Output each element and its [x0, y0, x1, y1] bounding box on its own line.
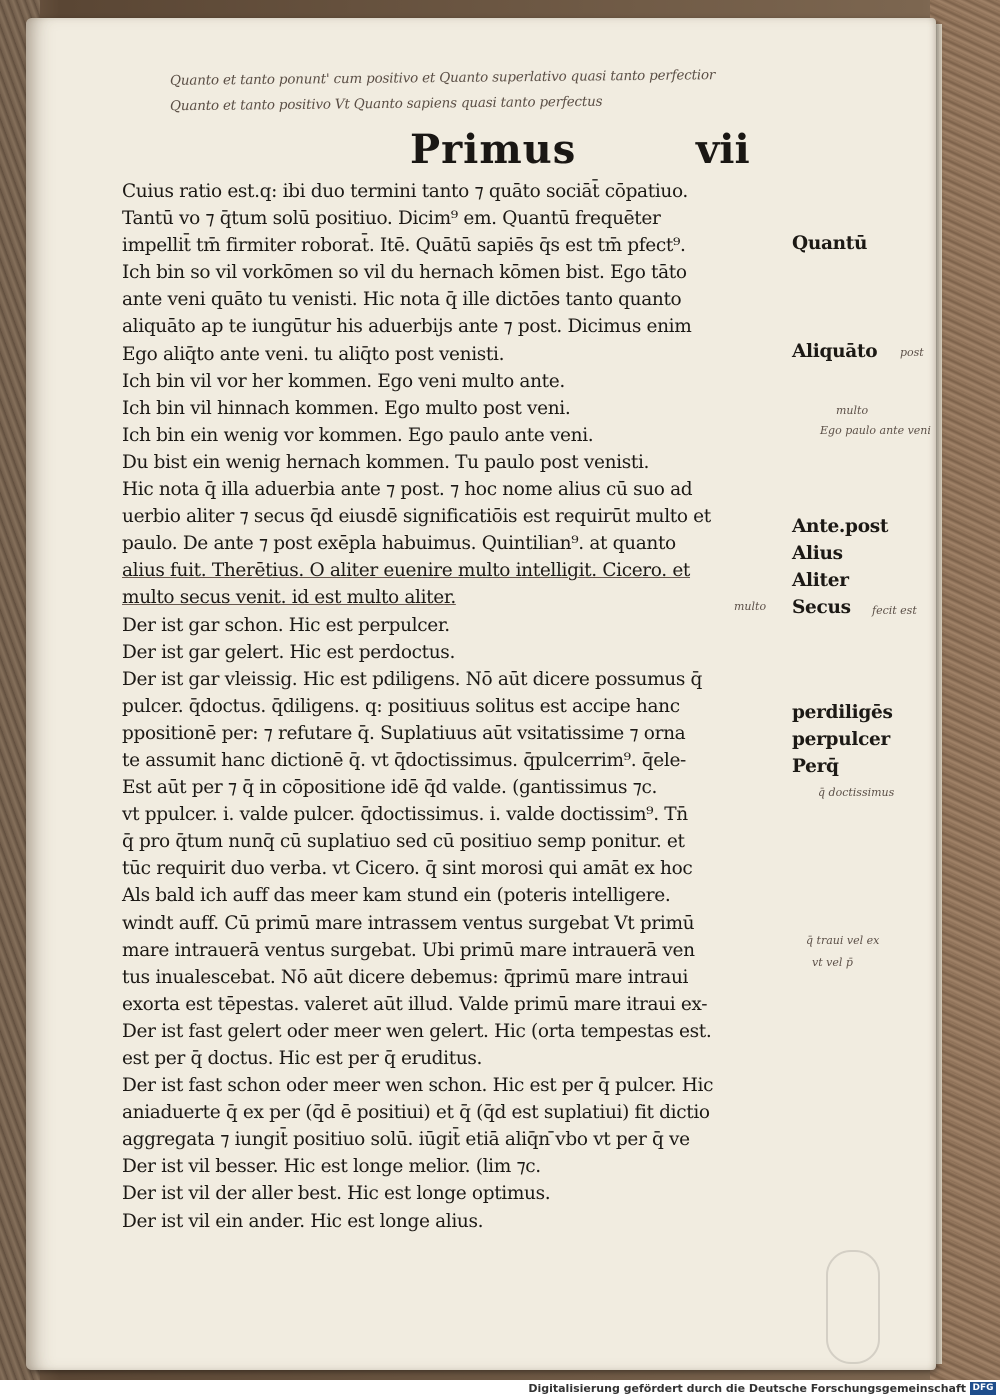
text-line: Der ist fast gelert oder meer wen gelert. Hic (orta tempestas est. [122, 1020, 712, 1042]
text-line: ante veni quāto tu venisti. Hic nota q̄ ille dictōes tanto quanto [122, 289, 682, 311]
text-line: mare intrauerā ventus surgebat. Ubi primū mare intrauerā ven [122, 939, 695, 961]
text-line: Cuius ratio est.q: ibi duo termini tanto ⁊ quāto sociāt̄ cōpatiuo. [122, 181, 688, 202]
text-line: aliquāto ap te iungūtur his aduerbijs ante ⁊ post. Dicimus enim [122, 316, 692, 338]
text-line: est per q̄ doctus. Hic est per q̄ eruditus. [122, 1048, 483, 1069]
margin-note: Ante.post [792, 516, 889, 537]
text-line: vt ppulcer. i. valde pulcer. q̄doctissimus. i. valde doctissim⁹. Tn̄ [122, 804, 688, 826]
margin-note: Alius [792, 543, 843, 564]
page-clip [826, 1250, 880, 1364]
text-line: te assumit hanc dictionē q̄. vt q̄doctissimus. q̄pulcerrim⁹. q̄ele- [122, 749, 686, 771]
text-line: aggregata ⁊ iungit̄ positiuo solū. iūgit̄ etiā aliq̄n ̄vbo vt per q̄ ve [122, 1129, 690, 1151]
margin-note: Aliter [792, 570, 849, 591]
text-line: alius fuit. Therētius. O aliter euenire multo intelligit. Cicero. et [122, 560, 691, 582]
handwritten-margin-note: q̄ doctissimus [818, 786, 895, 799]
text-line: Der ist gar vleissig. Hic est pdiligens. Nō aūt dicere possumus q̄ [122, 668, 703, 690]
text-line: Der ist gar schon. Hic est perpulcer. [122, 614, 450, 636]
text-line: Ich bin vil hinnach kommen. Ego multo post veni. [122, 397, 571, 419]
text-line: Der ist gar gelert. Hic est perdoctus. [122, 641, 455, 663]
text-line: uerbio aliter ⁊ secus q̄d eiusdē significatiōis est requirūt multo et [122, 506, 711, 528]
text-line: Der ist vil besser. Hic est longe melior. (lim ⁊c. [122, 1156, 541, 1178]
text-line: tūc requirit duo verba. vt Cicero. q̄ sint morosi qui amāt ex hoc [122, 858, 693, 880]
margin-note: Secus [792, 597, 851, 618]
text-line: Tantū vo ⁊ q̄tum solū positiuo. Dicim⁹ em. Quantū frequēter [122, 208, 661, 230]
handwritten-margin-note: fecit est [872, 604, 917, 617]
handwritten-margin-note: vt vel p̄ [812, 956, 853, 969]
footer-bar [0, 1380, 1000, 1398]
footer-credit: Digitalisierung gefördert durch die Deutsche Forschungsgemeinschaft [528, 1382, 966, 1395]
text-line: ppositionē per: ⁊ refutare q̄. Suplatiuus aūt vsitatissime ⁊ orna [122, 722, 686, 744]
handwritten-margin-note: multo [734, 600, 767, 613]
folio-number: vii [696, 126, 750, 173]
text-line: Hic nota q̄ illa aduerbia ante ⁊ post. ⁊ hoc nome alius cū suo ad [122, 479, 693, 501]
text-line: impellit̄ tm̄ firmiter roborat̄. Itē. Quātū sapiēs q̄s est tm̄ pfect⁹. [122, 235, 686, 257]
handwritten-margin-note: Ego paulo ante veni [820, 424, 931, 437]
text-line: Ego aliq̄to ante veni. tu aliq̄to post venisti. [122, 343, 505, 365]
text-line: q̄ pro q̄tum nunq̄ cū suplatiuo sed cū positiuo semp ponitur. et [122, 831, 685, 853]
text-line: Ich bin ein wenig vor kommen. Ego paulo ante veni. [122, 424, 594, 446]
main-text-block [122, 178, 802, 1235]
text-line: pulcer. q̄doctus. q̄diligens. q: positiuus solitus est accipe hanc [122, 695, 680, 717]
text-line: Ich bin vil vor her kommen. Ego veni multo ante. [122, 370, 565, 392]
text-line: aniaduerte q̄ ex per (q̄d ē positiui) et q̄ (q̄d est suplatiui) fit dictio [122, 1102, 710, 1124]
page-heading: Primus [410, 126, 577, 173]
handwritten-margin-note: post [900, 346, 924, 359]
text-line: exorta est tēpestas. valeret aūt illud. Valde primū mare itraui ex- [122, 993, 708, 1015]
margin-note: Aliquāto [792, 341, 878, 362]
handwritten-annotation-top-1: Quanto et tanto ponunt' cum positivo et Quanto superlativo quasi tanto perfectior [169, 67, 716, 89]
margin-note: perdiligēs [792, 702, 893, 723]
text-line: paulo. De ante ⁊ post exēpla habuimus. Quintilian⁹. at quanto [122, 533, 676, 555]
text-line: Als bald ich auff das meer kam stund ein (poteris intelligere. [122, 885, 671, 907]
text-line: Ich bin so vil vorkōmen so vil du hernach kōmen bist. Ego tāto [122, 262, 687, 284]
text-line: Der ist vil der aller best. Hic est longe optimus. [122, 1183, 551, 1205]
text-line: Der ist fast schon oder meer wen schon. Hic est per q̄ pulcer. Hic [122, 1075, 714, 1097]
text-line: multo secus venit. id est multo aliter. [122, 587, 456, 609]
text-line: Du bist ein wenig hernach kommen. Tu paulo post venisti. [122, 451, 650, 473]
margin-note: perpulcer [792, 729, 890, 750]
margin-note: Perq̄ [792, 756, 839, 777]
text-line: Est aūt per ⁊ q̄ in cōpositione idē q̄d valde. (gantissimus ⁊c. [122, 777, 658, 799]
text-line: windt auff. Cū primū mare intrassem ventus surgebat Vt primū [122, 912, 695, 934]
dfg-logo: DFG [970, 1382, 996, 1395]
page-edges [936, 24, 942, 1364]
handwritten-margin-note: q̄ traui vel ex [806, 934, 880, 947]
margin-note: Quantū [792, 233, 868, 254]
text-line: tus inualescebat. Nō aūt dicere debemus: q̄primū mare intraui [122, 966, 689, 988]
handwritten-annotation-top-2: Quanto et tanto positivo Vt Quanto sapiens quasi tanto perfectus [169, 93, 603, 115]
text-line: Der ist vil ein ander. Hic est longe alius. [122, 1210, 484, 1232]
handwritten-margin-note: multo [836, 404, 869, 417]
